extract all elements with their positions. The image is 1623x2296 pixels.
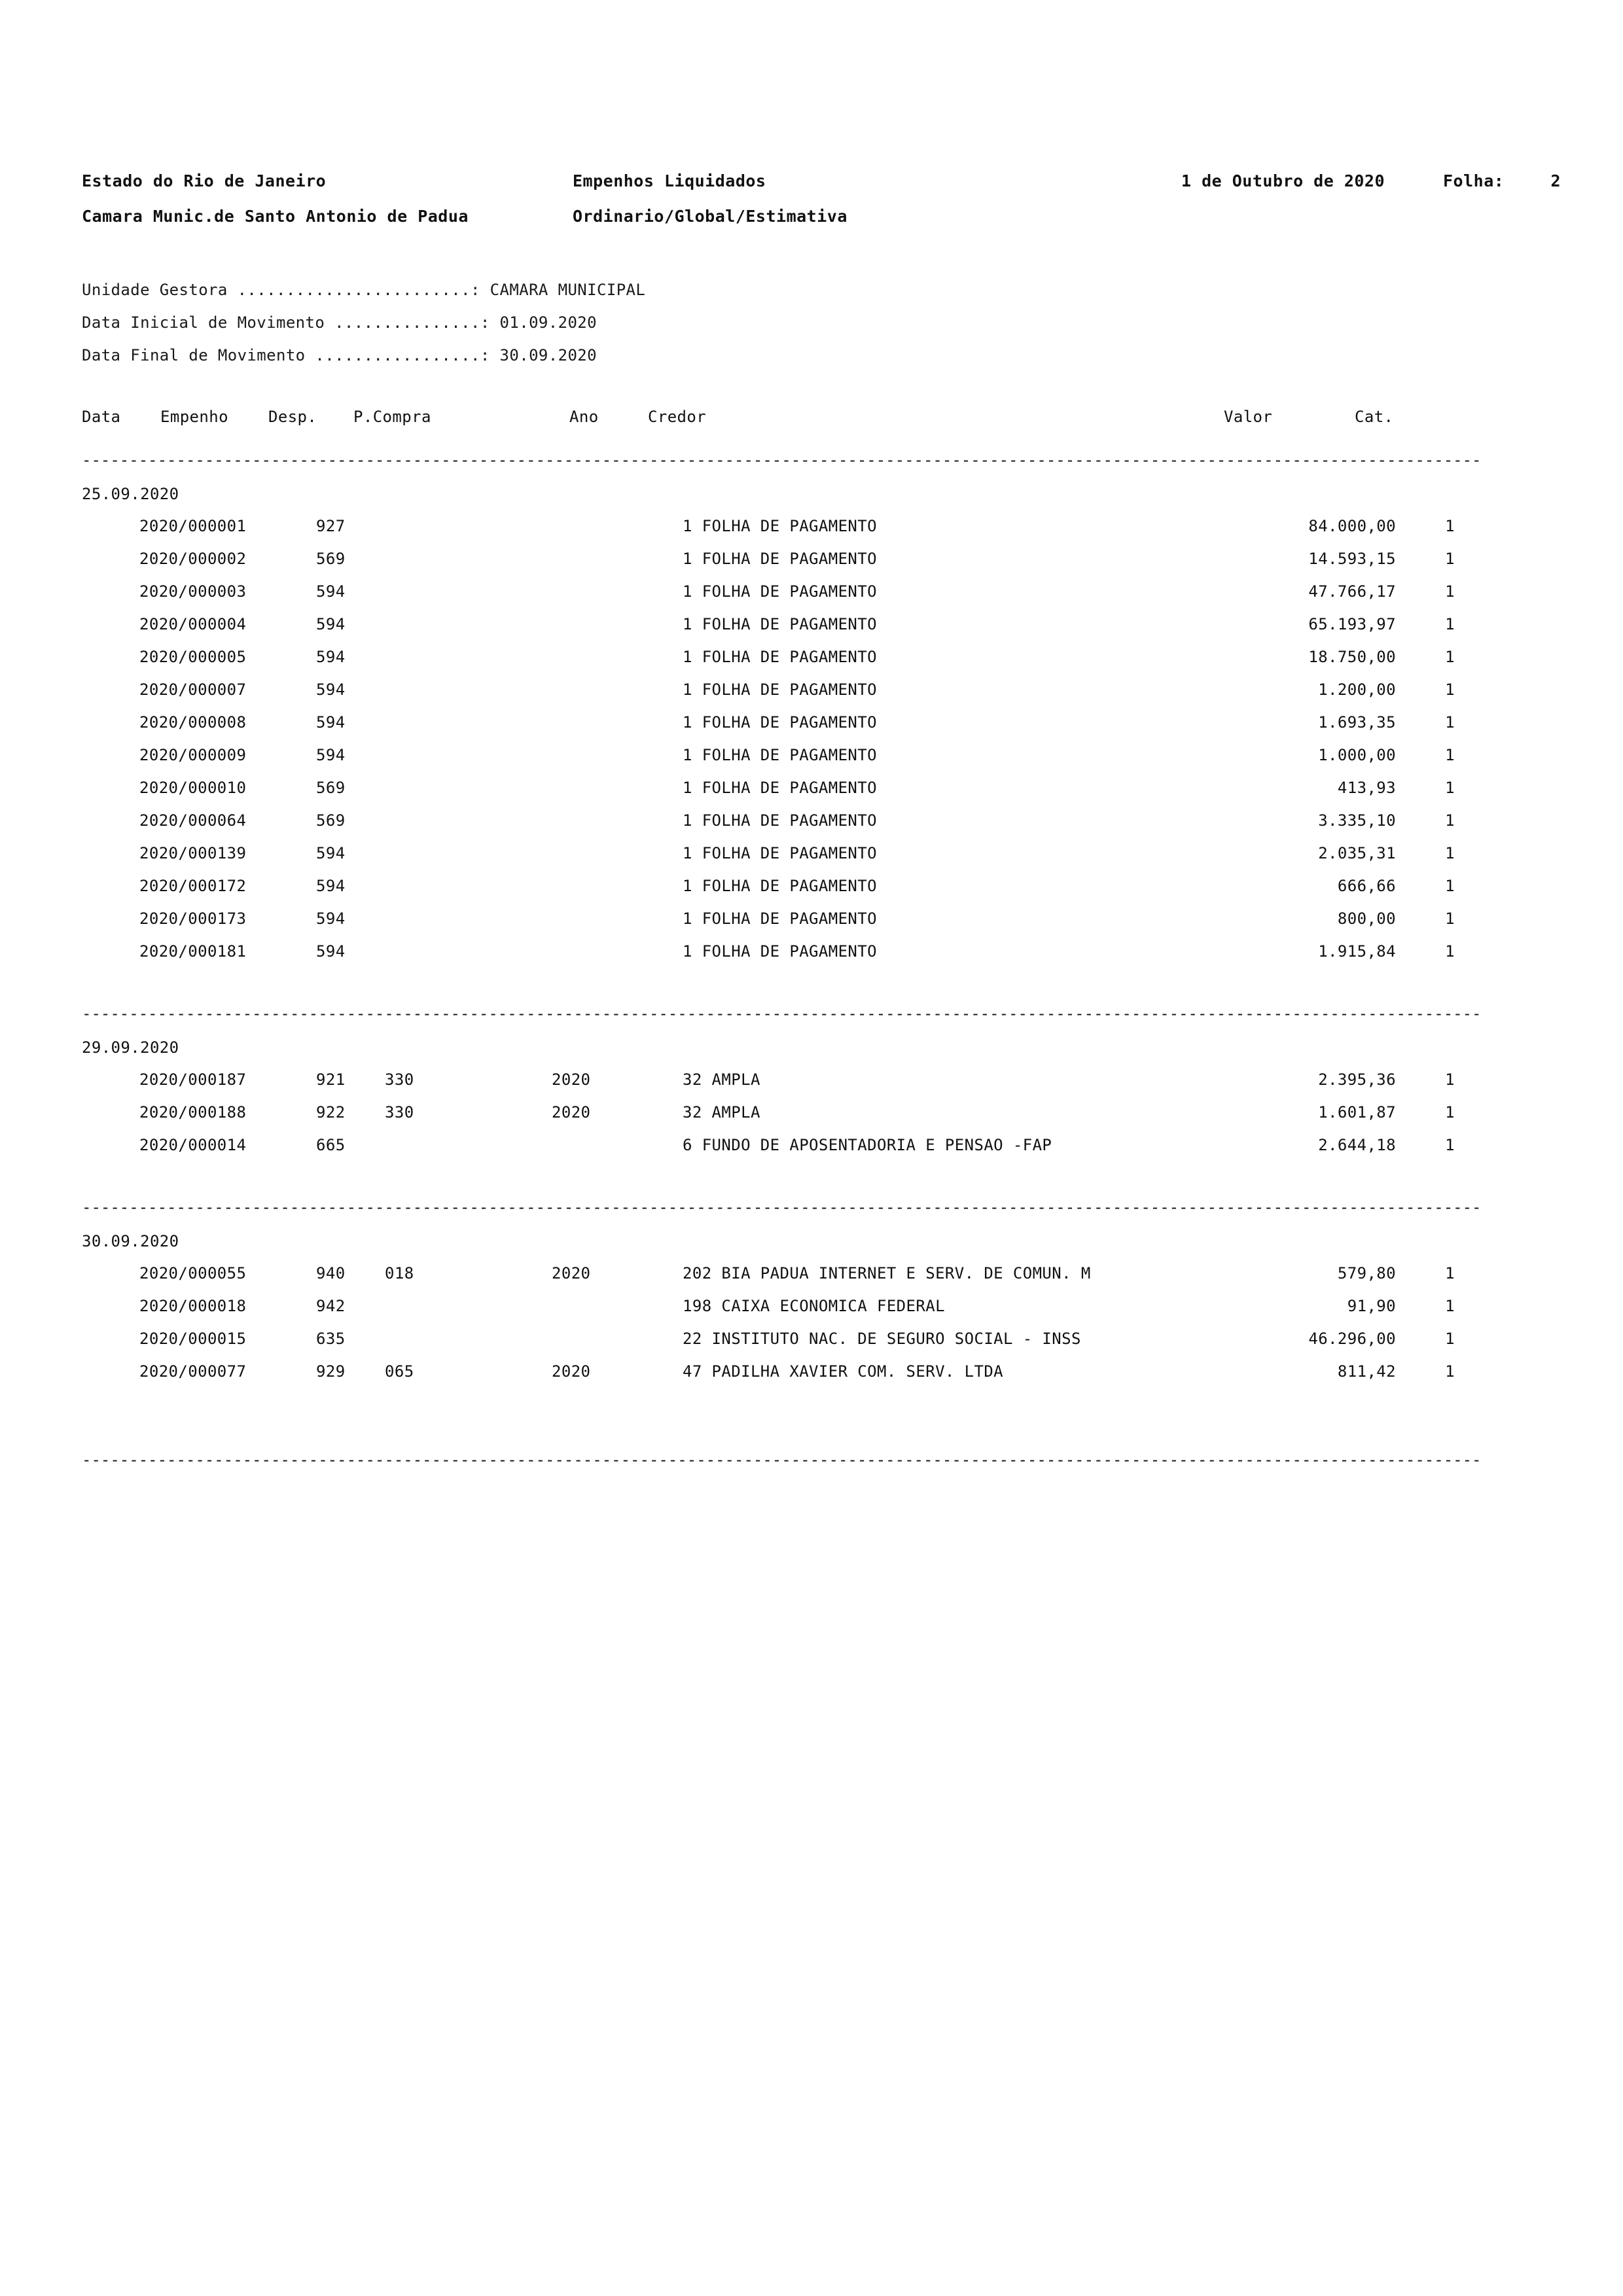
cell-valor: 413,93 (1337, 779, 1396, 797)
cell-credor: 1 FOLHA DE PAGAMENTO (683, 550, 877, 568)
param-data-final: Data Final de Movimento .................: 30.09.2020 (82, 346, 597, 364)
cell-pcompra (385, 804, 552, 837)
cell-cat: 1 (1445, 877, 1455, 895)
cell-ano (552, 1290, 683, 1322)
cell-credor: 1 FOLHA DE PAGAMENTO (683, 680, 877, 699)
cell-desp: 569 (316, 779, 346, 797)
cell-ano (552, 902, 683, 935)
table-row (82, 902, 1561, 935)
cell-credor: 1 FOLHA DE PAGAMENTO (683, 844, 877, 862)
cell-empenho: 2020/000014 (139, 1136, 247, 1154)
column-header-empenho: Empenho (160, 408, 228, 426)
table-row (82, 575, 1561, 608)
cell-empenho: 2020/000010 (139, 779, 247, 797)
table-row (82, 935, 1561, 968)
cell-desp: 594 (316, 746, 346, 764)
cell-cat: 1 (1445, 1362, 1455, 1381)
cell-ano (552, 542, 683, 575)
cell-credor: 1 FOLHA DE PAGAMENTO (683, 615, 877, 633)
cell-desp: 569 (316, 550, 346, 568)
cell-valor: 1.915,84 (1318, 942, 1396, 961)
cell-empenho: 2020/000001 (139, 517, 247, 535)
cell-valor: 2.035,31 (1318, 844, 1396, 862)
table-row (82, 1129, 1561, 1161)
cell-cat: 1 (1445, 844, 1455, 862)
cell-pcompra (385, 673, 552, 706)
cell-desp: 594 (316, 713, 346, 732)
cell-pcompra: 330 (385, 1103, 414, 1122)
column-header-cat: Cat. (1355, 408, 1394, 426)
cell-cat: 1 (1445, 1330, 1455, 1348)
group-rows (82, 510, 1561, 968)
cell-empenho: 2020/000173 (139, 910, 247, 928)
cell-cat: 1 (1445, 942, 1455, 961)
group-rows (82, 1063, 1561, 1161)
param-data-inicial: Data Inicial de Movimento ...............: 01.09.2020 (82, 313, 597, 332)
cell-valor: 1.000,00 (1318, 746, 1396, 764)
table-row (82, 1063, 1561, 1096)
cell-ano (552, 706, 683, 739)
cell-cat: 1 (1445, 779, 1455, 797)
cell-cat: 1 (1445, 1070, 1455, 1089)
cell-pcompra (385, 575, 552, 608)
cell-empenho: 2020/000181 (139, 942, 247, 961)
cell-desp: 942 (316, 1297, 346, 1315)
cell-ano (552, 804, 683, 837)
cell-ano (552, 870, 683, 902)
cell-ano (552, 837, 683, 870)
cell-credor: 1 FOLHA DE PAGAMENTO (683, 811, 877, 830)
cell-valor: 666,66 (1337, 877, 1396, 895)
header-line-1 (82, 164, 1561, 199)
cell-cat: 1 (1445, 713, 1455, 732)
cell-credor: 47 PADILHA XAVIER COM. SERV. LTDA (683, 1362, 1004, 1381)
cell-credor: 1 FOLHA DE PAGAMENTO (683, 779, 877, 797)
cell-desp: 665 (316, 1136, 346, 1154)
entity-name: Camara Munic.de Santo Antonio de Padua (82, 207, 469, 226)
cell-valor: 84.000,00 (1308, 517, 1396, 535)
cell-empenho: 2020/000005 (139, 648, 247, 666)
cell-empenho: 2020/000188 (139, 1103, 247, 1122)
cell-ano (552, 739, 683, 771)
cell-valor: 3.335,10 (1318, 811, 1396, 830)
cell-empenho: 2020/000018 (139, 1297, 247, 1315)
cell-credor: 1 FOLHA DE PAGAMENTO (683, 582, 877, 601)
column-header-pcompra: P.Compra (353, 408, 431, 426)
date-group (82, 1032, 1561, 1161)
cell-cat: 1 (1445, 550, 1455, 568)
cell-pcompra (385, 935, 552, 968)
cell-credor: 22 INSTITUTO NAC. DE SEGURO SOCIAL - INSS (683, 1330, 1081, 1348)
cell-cat: 1 (1445, 582, 1455, 601)
cell-ano: 2020 (552, 1103, 591, 1122)
cell-credor: 1 FOLHA DE PAGAMENTO (683, 648, 877, 666)
cell-pcompra (385, 510, 552, 542)
header-line-2 (82, 199, 1561, 234)
cell-desp: 594 (316, 582, 346, 601)
table-row (82, 608, 1561, 641)
cell-empenho: 2020/000015 (139, 1330, 247, 1348)
cell-credor: 1 FOLHA DE PAGAMENTO (683, 713, 877, 732)
report-header (82, 164, 1561, 234)
divider-bottom: ---------------------------------------------------------------------------------------------------------------------------------------------------- (82, 1453, 1482, 1466)
cell-empenho: 2020/000187 (139, 1070, 247, 1089)
report-title: Empenhos Liquidados (573, 171, 766, 190)
cell-desp: 922 (316, 1103, 346, 1122)
cell-ano (552, 510, 683, 542)
cell-credor: 1 FOLHA DE PAGAMENTO (683, 942, 877, 961)
cell-empenho: 2020/000172 (139, 877, 247, 895)
cell-pcompra (385, 542, 552, 575)
cell-empenho: 2020/000007 (139, 680, 247, 699)
table-column-headers (82, 408, 1561, 426)
cell-credor: 1 FOLHA DE PAGAMENTO (683, 517, 877, 535)
cell-pcompra: 018 (385, 1264, 414, 1282)
cell-ano (552, 575, 683, 608)
cell-pcompra: 065 (385, 1362, 414, 1381)
cell-valor: 1.693,35 (1318, 713, 1396, 732)
cell-cat: 1 (1445, 1264, 1455, 1282)
table-row (82, 804, 1561, 837)
cell-ano (552, 771, 683, 804)
cell-credor: 6 FUNDO DE APOSENTADORIA E PENSAO -FAP (683, 1136, 1052, 1154)
cell-ano (552, 1322, 683, 1355)
cell-pcompra (385, 706, 552, 739)
cell-valor: 1.601,87 (1318, 1103, 1396, 1122)
cell-desp: 594 (316, 615, 346, 633)
cell-credor: 1 FOLHA DE PAGAMENTO (683, 910, 877, 928)
group-date: 25.09.2020 (82, 485, 179, 503)
cell-credor: 202 BIA PADUA INTERNET E SERV. DE COMUN. M (683, 1264, 1091, 1282)
cell-valor: 1.200,00 (1318, 680, 1396, 699)
cell-desp: 594 (316, 844, 346, 862)
page-label: Folha: (1443, 171, 1505, 190)
cell-desp: 594 (316, 877, 346, 895)
cell-valor: 47.766,17 (1308, 582, 1396, 601)
cell-credor: 32 AMPLA (683, 1070, 760, 1089)
date-group (82, 1226, 1561, 1388)
cell-ano (552, 673, 683, 706)
group-date: 30.09.2020 (82, 1232, 179, 1250)
cell-cat: 1 (1445, 1297, 1455, 1315)
cell-credor: 1 FOLHA DE PAGAMENTO (683, 746, 877, 764)
divider-group-2: ---------------------------------------------------------------------------------------------------------------------------------------------------- (82, 1201, 1482, 1214)
date-group (82, 478, 1561, 968)
table-row (82, 739, 1561, 771)
cell-cat: 1 (1445, 746, 1455, 764)
table-row (82, 870, 1561, 902)
cell-pcompra (385, 837, 552, 870)
column-header-data: Data (82, 408, 121, 426)
report-parameters (82, 274, 1561, 372)
cell-ano (552, 608, 683, 641)
cell-pcompra (385, 902, 552, 935)
page-number: 2 (1550, 171, 1561, 190)
cell-pcompra (385, 641, 552, 673)
cell-valor: 2.644,18 (1318, 1136, 1396, 1154)
cell-pcompra (385, 739, 552, 771)
report-subtitle: Ordinario/Global/Estimativa (573, 207, 847, 226)
cell-desp: 929 (316, 1362, 346, 1381)
cell-valor: 18.750,00 (1308, 648, 1396, 666)
cell-valor: 811,42 (1337, 1362, 1396, 1381)
cell-cat: 1 (1445, 1103, 1455, 1122)
table-row (82, 1257, 1561, 1290)
cell-cat: 1 (1445, 648, 1455, 666)
cell-empenho: 2020/000002 (139, 550, 247, 568)
cell-desp: 569 (316, 811, 346, 830)
table-row (82, 1322, 1561, 1355)
cell-empenho: 2020/000055 (139, 1264, 247, 1282)
cell-valor: 800,00 (1337, 910, 1396, 928)
cell-ano (552, 935, 683, 968)
cell-cat: 1 (1445, 680, 1455, 699)
param-unidade-gestora: Unidade Gestora ........................: CAMARA MUNICIPAL (82, 281, 646, 299)
cell-valor: 14.593,15 (1308, 550, 1396, 568)
cell-desp: 594 (316, 648, 346, 666)
column-header-desp: Desp. (268, 408, 317, 426)
table-row (82, 1290, 1561, 1322)
cell-ano: 2020 (552, 1362, 591, 1381)
report-date: 1 de Outubro de 2020 (1181, 171, 1385, 190)
divider-group-1: ---------------------------------------------------------------------------------------------------------------------------------------------------- (82, 1007, 1482, 1020)
cell-ano: 2020 (552, 1264, 591, 1282)
cell-credor: 1 FOLHA DE PAGAMENTO (683, 877, 877, 895)
cell-empenho: 2020/000009 (139, 746, 247, 764)
table-row (82, 673, 1561, 706)
table-row (82, 837, 1561, 870)
group-rows (82, 1257, 1561, 1388)
cell-desp: 594 (316, 942, 346, 961)
cell-pcompra (385, 608, 552, 641)
table-row (82, 542, 1561, 575)
group-date: 29.09.2020 (82, 1038, 179, 1057)
cell-pcompra (385, 771, 552, 804)
table-row (82, 510, 1561, 542)
table-row (82, 771, 1561, 804)
cell-cat: 1 (1445, 910, 1455, 928)
table-row (82, 1355, 1561, 1388)
cell-desp: 594 (316, 680, 346, 699)
cell-empenho: 2020/000003 (139, 582, 247, 601)
cell-empenho: 2020/000004 (139, 615, 247, 633)
cell-valor: 46.296,00 (1308, 1330, 1396, 1348)
cell-cat: 1 (1445, 615, 1455, 633)
cell-desp: 940 (316, 1264, 346, 1282)
cell-valor: 2.395,36 (1318, 1070, 1396, 1089)
table-row (82, 641, 1561, 673)
cell-desp: 635 (316, 1330, 346, 1348)
report-body (82, 164, 1561, 1466)
cell-empenho: 2020/000064 (139, 811, 247, 830)
cell-empenho: 2020/000077 (139, 1362, 247, 1381)
cell-pcompra (385, 1290, 552, 1322)
divider-top: ---------------------------------------------------------------------------------------------------------------------------------------------------- (82, 453, 1482, 467)
cell-valor: 65.193,97 (1308, 615, 1396, 633)
state-name: Estado do Rio de Janeiro (82, 171, 327, 190)
cell-valor: 579,80 (1337, 1264, 1396, 1282)
cell-ano: 2020 (552, 1070, 591, 1089)
cell-credor: 198 CAIXA ECONOMICA FEDERAL (683, 1297, 945, 1315)
cell-desp: 927 (316, 517, 346, 535)
cell-empenho: 2020/000139 (139, 844, 247, 862)
cell-pcompra: 330 (385, 1070, 414, 1089)
table-row (82, 1096, 1561, 1129)
cell-pcompra (385, 870, 552, 902)
cell-desp: 921 (316, 1070, 346, 1089)
cell-desp: 594 (316, 910, 346, 928)
cell-credor: 32 AMPLA (683, 1103, 760, 1122)
cell-valor: 91,90 (1347, 1297, 1396, 1315)
cell-ano (552, 641, 683, 673)
column-header-valor: Valor (1224, 408, 1273, 426)
cell-pcompra (385, 1322, 552, 1355)
column-header-credor: Credor (648, 408, 707, 426)
column-header-ano: Ano (569, 408, 599, 426)
cell-cat: 1 (1445, 811, 1455, 830)
cell-pcompra (385, 1129, 552, 1161)
cell-cat: 1 (1445, 517, 1455, 535)
cell-cat: 1 (1445, 1136, 1455, 1154)
cell-ano (552, 1129, 683, 1161)
table-row (82, 706, 1561, 739)
cell-empenho: 2020/000008 (139, 713, 247, 732)
